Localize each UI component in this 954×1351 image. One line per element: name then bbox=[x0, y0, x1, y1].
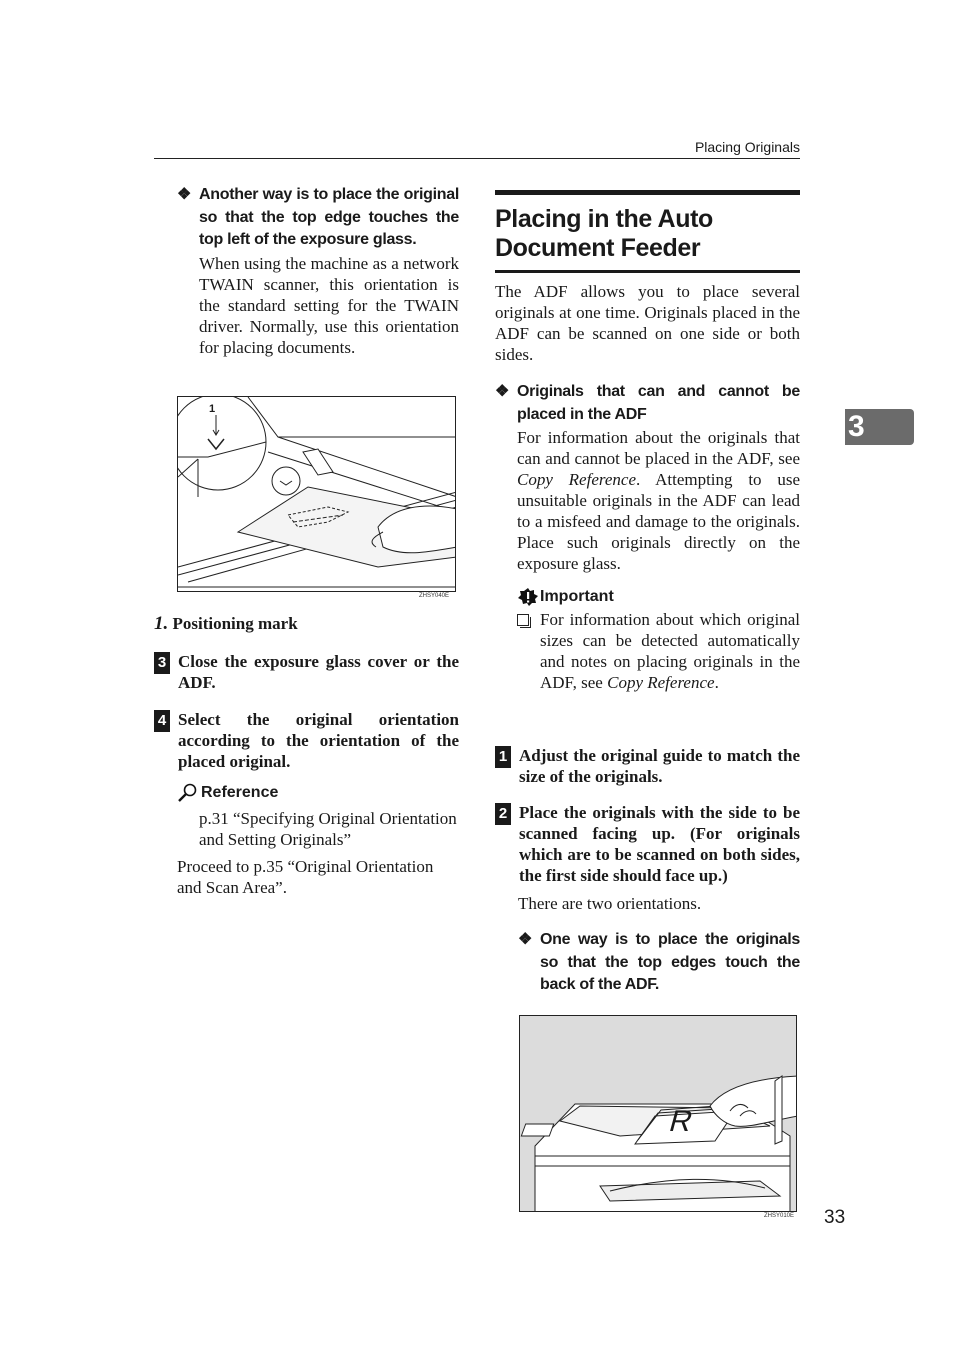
important-item: For information about which original sizes can be detected automatically and notes on placing originals in the ADF, see Copy Reference. bbox=[517, 609, 800, 693]
section-rule-top bbox=[495, 190, 800, 195]
reference-block bbox=[177, 783, 459, 898]
right-column bbox=[495, 190, 800, 693]
page-number: 33 bbox=[824, 1207, 846, 1228]
exposure-glass-illustration bbox=[178, 397, 456, 592]
step-1 bbox=[495, 745, 800, 787]
important-heading: Important bbox=[517, 587, 800, 607]
diamond-bullet-icon: ❖ bbox=[495, 383, 510, 400]
adf-note-heading: ❖ Originals that can and cannot be placed in the ADF bbox=[495, 383, 800, 423]
section-rule-bottom bbox=[495, 270, 800, 273]
step-4 bbox=[154, 709, 459, 772]
section-title: Placing in the Auto Document Feeder bbox=[495, 205, 713, 262]
left-column bbox=[177, 184, 459, 358]
step-number-4: 4 bbox=[154, 710, 170, 732]
chapter-tab: 3 bbox=[845, 409, 914, 445]
checkbox-icon bbox=[517, 614, 529, 626]
legend-text: Positioning mark bbox=[172, 614, 298, 633]
section-intro: The ADF allows you to place several originals at one time. Originals placed in the ADF can be scanned on one side or both sides. bbox=[495, 282, 800, 364]
note-body: When using the machine as a network TWAIN scanner, this orientation is the standard setting for the TWAIN driver. Normally, use this orientation for placing documents. bbox=[199, 253, 459, 357]
legend-number: 1. bbox=[154, 613, 169, 634]
orientations-text: There are two orientations. bbox=[518, 894, 702, 913]
exposure-glass-figure bbox=[177, 396, 456, 592]
step-3-text: Close the exposure glass cover or the ADF. bbox=[178, 652, 459, 692]
adf-illustration bbox=[520, 1016, 797, 1212]
step-2-text: Place the originals with the side to be scanned facing up. (For originals which are to be scanned on both sides, the first side should face up.) bbox=[519, 803, 800, 885]
reference-text: p.31 “Specifying Original Orientation and Setting Originals” bbox=[199, 809, 457, 849]
figure-legend bbox=[154, 612, 298, 636]
step-number-2: 2 bbox=[495, 803, 511, 825]
orientation-sub-heading: ❖ One way is to place the originals so that the top edges touch the back of the ADF. bbox=[518, 931, 800, 993]
important-block bbox=[517, 587, 800, 693]
adf-note-body: For information about the originals that can and cannot be placed in the ADF, see Copy Reference. Attempting to use unsuitable originals in the ADF can lead to a misfeed and damage to the originals. Place such originals directly on the exposure glass. bbox=[517, 428, 800, 573]
step-3 bbox=[154, 651, 459, 693]
figure-callout-1: 1 bbox=[209, 403, 216, 415]
proceed-text: Proceed to p.35 “Original Orientation and Scan Area”. bbox=[177, 857, 434, 897]
reference-heading: Reference bbox=[177, 783, 459, 803]
step-2 bbox=[495, 802, 800, 886]
figure-letter: R bbox=[665, 1105, 697, 1138]
reference-magnifier-icon bbox=[177, 783, 199, 803]
header-rule bbox=[154, 158, 800, 159]
figure1-code: ZHSY040E bbox=[419, 593, 450, 599]
diamond-bullet-icon: ❖ bbox=[518, 931, 533, 948]
adf-figure bbox=[519, 1015, 797, 1212]
step-4-text: Select the original orientation according to the orientation of the placed original. bbox=[178, 710, 459, 771]
important-icon bbox=[517, 587, 539, 607]
step-number-1: 1 bbox=[495, 746, 511, 768]
diamond-bullet-icon: ❖ bbox=[177, 186, 192, 203]
note-heading: ❖ Another way is to place the original so that the top edge touches the top left of the exposure glass. bbox=[177, 186, 459, 248]
step-number-3: 3 bbox=[154, 652, 170, 674]
figure2-code: ZHSY010E bbox=[764, 1213, 795, 1219]
step-1-text: Adjust the original guide to match the size of the originals. bbox=[519, 746, 800, 786]
running-header: Placing Originals bbox=[694, 139, 800, 155]
